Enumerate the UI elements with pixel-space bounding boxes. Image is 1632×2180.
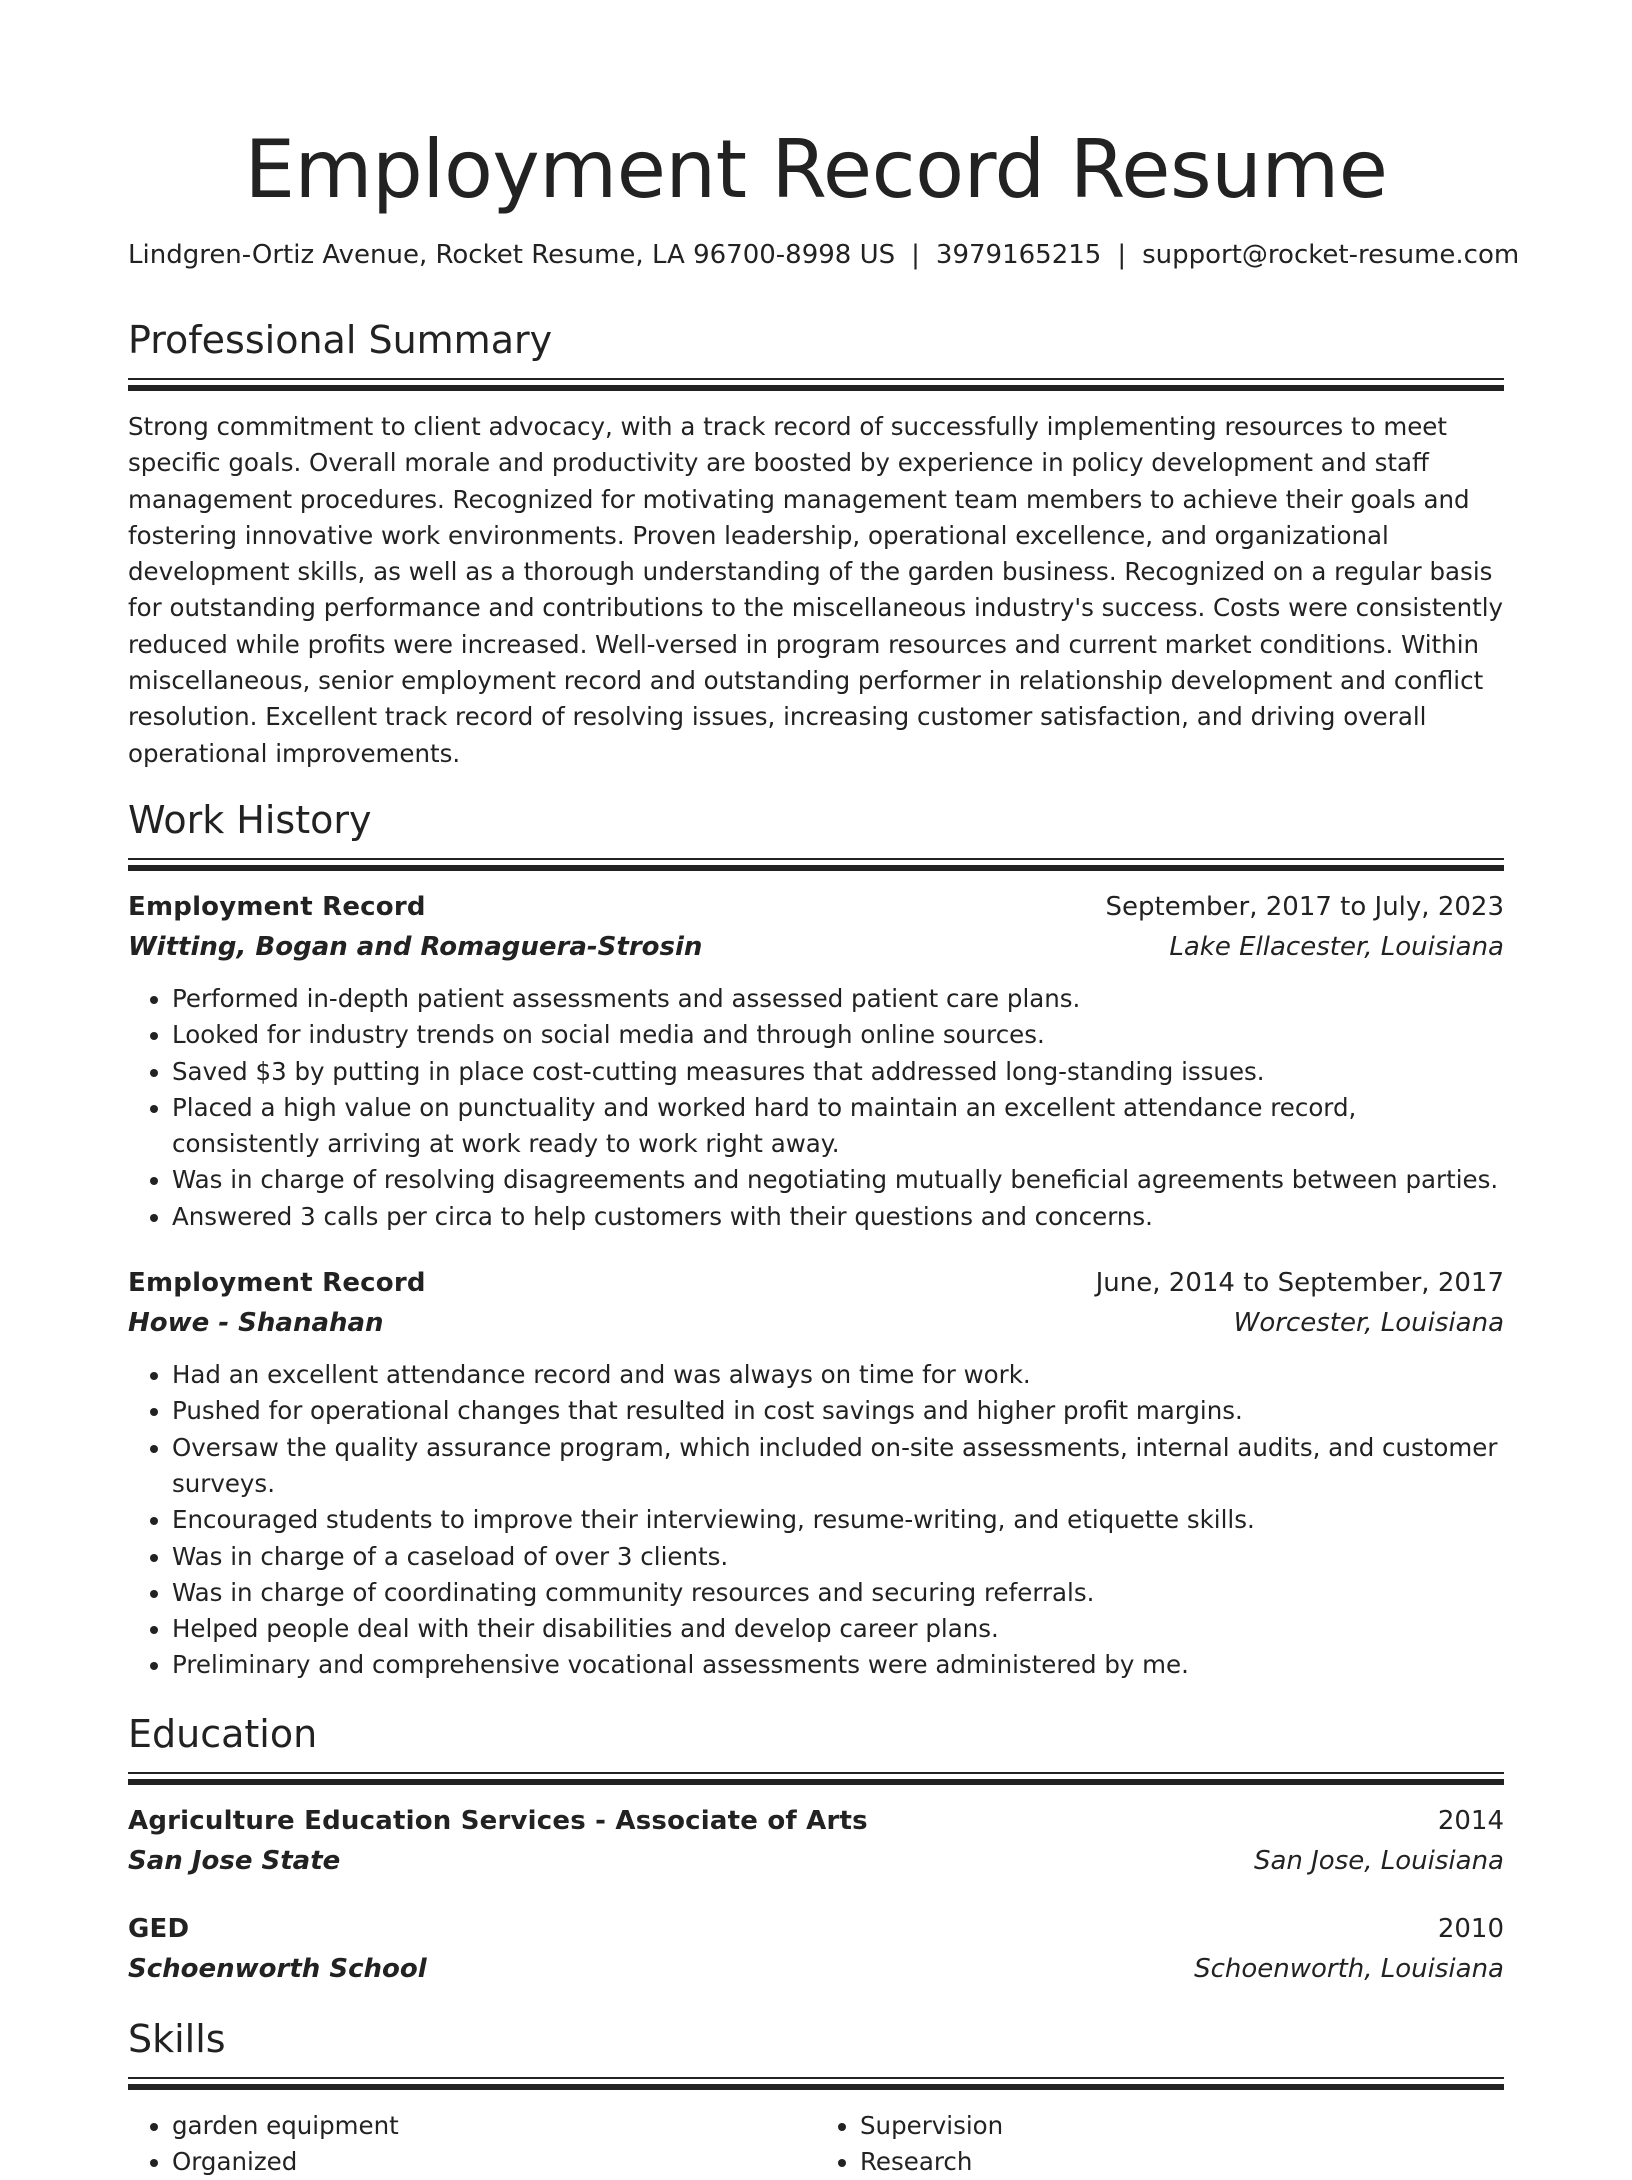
education-degree: Agriculture Education Services - Associate of Arts <box>128 1805 868 1836</box>
section-divider <box>128 858 1504 871</box>
education-school: Schoenworth School <box>128 1953 427 1984</box>
education-school: San Jose State <box>128 1845 341 1876</box>
contact-line <box>128 238 1520 272</box>
skills-columns <box>128 2108 1504 2180</box>
resume-page <box>128 0 1520 2180</box>
list-item: • Answered 3 calls per circa to help customers with their questions and concerns. <box>172 1199 1504 1235</box>
skill-item: • garden equipment <box>172 2108 816 2144</box>
list-item: • Helped people deal with their disabilities and develop career plans. <box>172 1611 1504 1647</box>
section-heading: Professional Summary <box>128 318 553 362</box>
section-heading: Education <box>128 1711 318 1756</box>
contact-email: support@rocket-resume.com <box>1142 240 1520 270</box>
list-item: • Pushed for operational changes that resulted in cost savings and higher profit margins. <box>172 1393 1504 1429</box>
section-divider <box>128 2077 1504 2090</box>
list-item: • Was in charge of a caseload of over 3 clients. <box>172 1539 1504 1575</box>
list-item: • Was in charge of coordinating community resources and securing referrals. <box>172 1575 1504 1611</box>
list-item: • Had an excellent attendance record and was always on time for work. <box>172 1357 1504 1393</box>
contact-separator: | <box>911 240 920 270</box>
section-heading: Skills <box>128 2016 226 2061</box>
list-item: • Preliminary and comprehensive vocational assessments were administered by me. <box>172 1647 1504 1683</box>
education-header-row <box>128 1909 1504 1949</box>
skill-item: • Supervision <box>860 2108 1504 2144</box>
list-item: • Saved $3 by putting in place cost-cutting measures that addressed long-standing issues. <box>172 1054 1504 1090</box>
skill-item: • Organized <box>172 2144 816 2180</box>
education-year: 2014 <box>1437 1805 1504 1836</box>
summary-section <box>128 316 1504 772</box>
education-location: Schoenworth, Louisiana <box>1194 1953 1504 1984</box>
contact-phone: 3979165215 <box>935 240 1102 270</box>
job-entry <box>128 1263 1504 1684</box>
list-item: • Looked for industry trends on social media and through online sources. <box>172 1017 1504 1053</box>
education-entry <box>128 1909 1504 1989</box>
contact-separator: | <box>1117 240 1127 270</box>
section-divider <box>128 1772 1504 1785</box>
job-company-row <box>128 1303 1504 1343</box>
job-entry <box>128 887 1504 1235</box>
education-school-row <box>128 1949 1504 1989</box>
education-degree: GED <box>128 1913 190 1944</box>
job-company-row <box>128 927 1504 967</box>
section-divider <box>128 378 1504 391</box>
list-item: • Oversaw the quality assurance program, which included on-site assessments, internal audits, and customer surveys. <box>172 1430 1504 1503</box>
education-section <box>128 1710 1504 1989</box>
job-bullets <box>128 981 1504 1235</box>
job-bullets <box>128 1357 1504 1684</box>
list-item: • Placed a high value on punctuality and worked hard to maintain an excellent attendance record, consistently arriving at work ready to work right away. <box>172 1090 1504 1163</box>
summary-text: Strong commitment to client advocacy, with a track record of successfully implementing resources to meet specific goals. Overall morale and productivity are boosted by experience in policy development and staff management procedures. Recognized for motivating management team members to achieve their goals and fostering innovative work environments. Proven leadership, operational excellence, and organizational development skills, as well as a thorough understanding of the garden business. Recognized on a regular basis for outstanding performance and contributions to the miscellaneous industry's success. Costs were consistently reduced while profits were increased. Well-versed in program resources and current market conditions. Within miscellaneous, senior employment record and outstanding performer in relationship development and conflict resolution. Excellent track record of resolving issues, increasing customer satisfaction, and driving overall operational improvements. <box>128 412 1504 768</box>
list-item: • Was in charge of resolving disagreements and negotiating mutually beneficial agreements between parties. <box>172 1162 1504 1198</box>
job-title: Employment Record <box>128 891 426 922</box>
skills-section <box>128 2015 1504 2180</box>
job-company: Witting, Bogan and Romaguera-Strosin <box>128 931 703 962</box>
education-year: 2010 <box>1437 1913 1504 1944</box>
job-header-row <box>128 887 1504 927</box>
job-location: Worcester, Louisiana <box>1233 1308 1504 1339</box>
list-item: • Performed in-depth patient assessments and assessed patient care plans. <box>172 981 1504 1017</box>
skill-item: • Research <box>860 2144 1504 2180</box>
job-location: Lake Ellacester, Louisiana <box>1169 931 1504 962</box>
job-header-row <box>128 1263 1504 1303</box>
education-entry <box>128 1801 1504 1881</box>
skills-right-column <box>816 2108 1504 2180</box>
job-dates: June, 2014 to September, 2017 <box>1095 1268 1504 1299</box>
job-dates: September, 2017 to July, 2023 <box>1105 891 1504 922</box>
resume-title: Employment Record Resume <box>244 123 1388 216</box>
job-title: Employment Record <box>128 1268 426 1299</box>
education-header-row <box>128 1801 1504 1841</box>
list-item: • Encouraged students to improve their interviewing, resume-writing, and etiquette skills. <box>172 1502 1504 1538</box>
education-school-row <box>128 1841 1504 1881</box>
work-history-section <box>128 796 1504 1684</box>
contact-address: Lindgren-Ortiz Avenue, Rocket Resume, LA 96700-8998 US <box>128 240 896 270</box>
section-heading: Work History <box>128 797 372 842</box>
skills-left-column <box>128 2108 816 2180</box>
education-location: San Jose, Louisiana <box>1253 1845 1504 1876</box>
job-company: Howe - Shanahan <box>128 1308 384 1339</box>
